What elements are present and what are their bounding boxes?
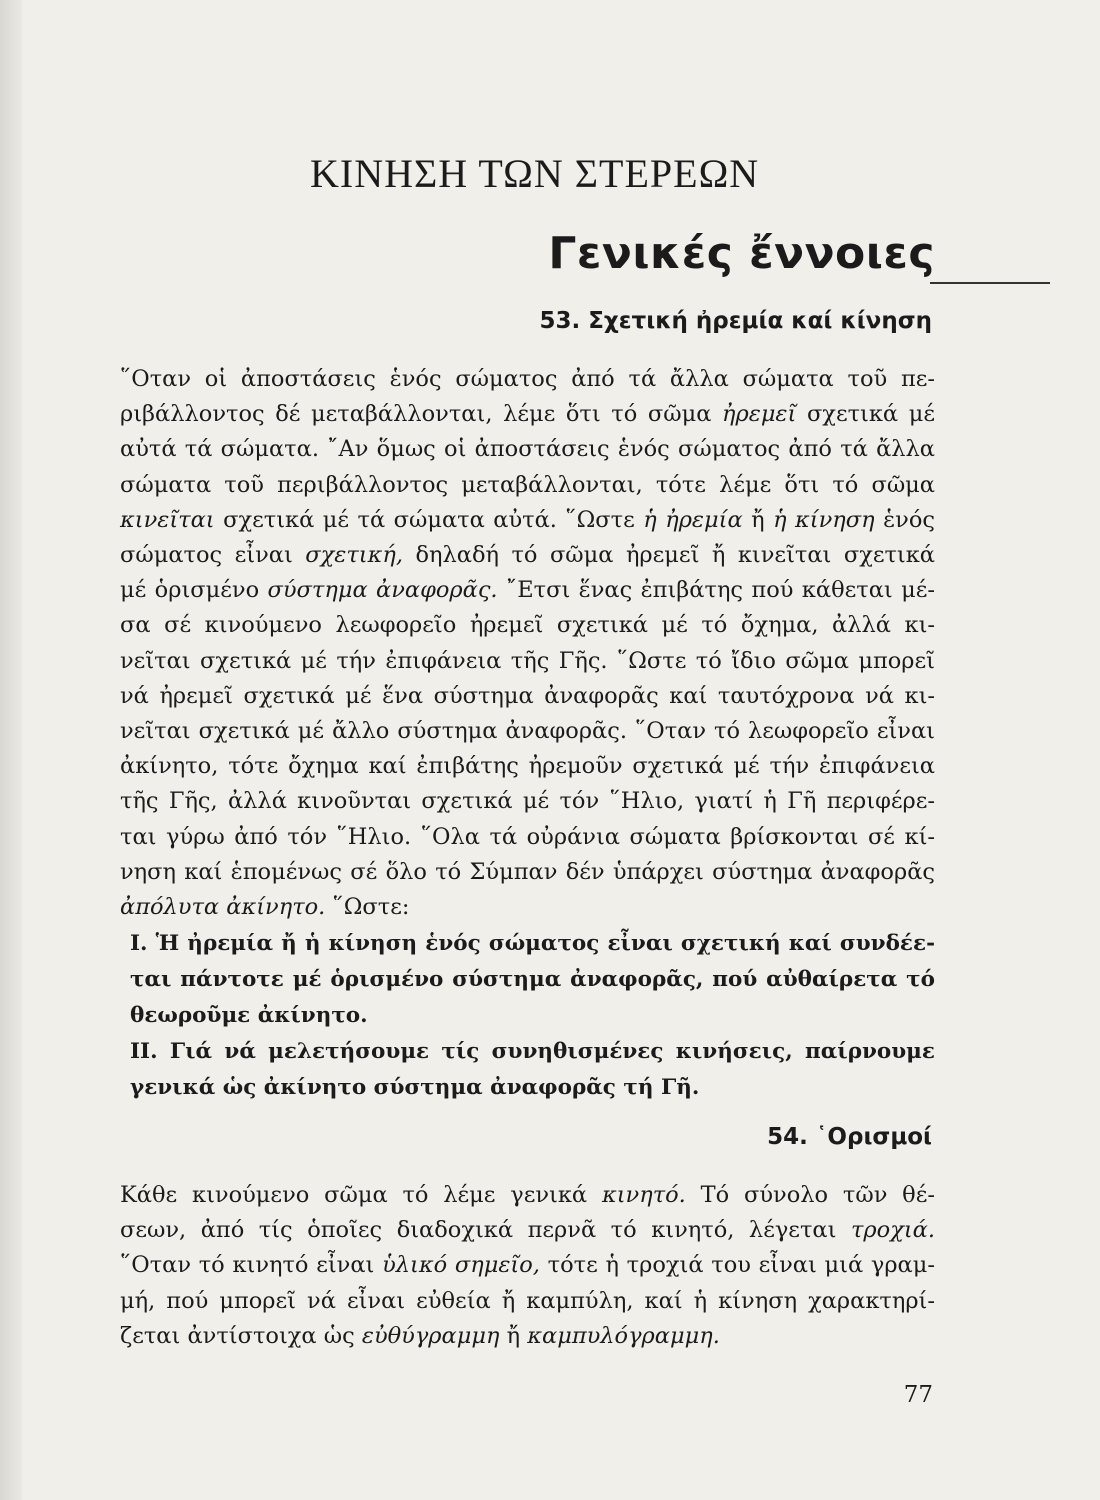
text-line: κινεῖται σχετικά μέ τά σώματα αὐτά. ῞Ωστε ἡ ἠρεμία ἤ ἡ κίνηση ἑνός <box>120 506 936 533</box>
term-italic: ἡ κίνηση <box>773 506 875 533</box>
subsection-heading-54 <box>767 1124 932 1150</box>
paragraph-relative-rest <box>120 362 935 925</box>
rule-line: θεωροῦμε ἀκίνητο. <box>130 1003 368 1028</box>
text-line: ζεται ἀντίστοιχα ὡς εὐθύγραμμη ἤ καμπυλόγραμμη. <box>120 1322 720 1349</box>
chapter-title: ΚΙΝΗΣΗ ΤΩΝ ΣΤΕΡΕΩΝ <box>310 151 760 196</box>
text-line: ἀπόλυτα ἀκίνητο. ῞Ωστε: <box>120 894 410 921</box>
text-line: μή, πού μπορεῖ νά εἶναι εὐθεία ἤ καμπύλη, καί ἡ κίνηση χαρακτηρί- <box>120 1287 935 1314</box>
term-italic: σχετική, <box>305 542 403 569</box>
text-line: ῞Οταν τό κινητό εἶναι ὑλικό σημεῖο, τότε ἡ τροχιά του εἶναι μιά γραμ- <box>120 1252 935 1279</box>
text-line: σώματα τοῦ περιβάλλοντος μεταβάλλονται, τότε λέμε ὅτι τό σῶμα <box>120 471 935 498</box>
term-italic: σύστημα ἀναφορᾶς. <box>267 577 498 604</box>
subsection-number: 54. <box>767 1124 808 1150</box>
text-line: νεῖται σχετικά μέ ἄλλο σύστημα ἀναφορᾶς. ῞Οταν τό λεωφορεῖο εἶναι <box>120 718 935 745</box>
page-number: 77 <box>903 1382 933 1408</box>
text-line: μέ ὁρισμένο σύστημα ἀναφορᾶς. ῎Ετσι ἕνας ἐπιβάτης πού κάθεται μέ- <box>120 577 935 604</box>
term-italic: κινητό. <box>601 1182 686 1208</box>
text-line: Κάθε κινούμενο σῶμα τό λέμε γενικά κινητό. Τό σύνολο τῶν θέ- <box>120 1182 935 1208</box>
term-italic: ὑλικό σημεῖο, <box>382 1252 540 1279</box>
subsection-number: 53. <box>539 308 581 334</box>
term-italic: ἠρεμεῖ <box>722 401 797 428</box>
subsection-title: Σχετική ἠρεμία καί κίνηση <box>588 308 932 334</box>
rule-line: ται πάντοτε μέ ὁρισμένο σύστημα ἀναφορᾶς, πού αὐθαίρετα τό <box>130 967 935 992</box>
paragraph-definitions <box>120 1178 935 1354</box>
term-italic: ἡ ἠρεμία <box>643 506 743 533</box>
text-line: σεων, ἀπό τίς ὁποῖες διαδοχικά περνᾶ τό κινητό, λέγεται τροχιά. <box>120 1217 935 1244</box>
term-italic: εὐθύγραμμη <box>361 1322 500 1349</box>
text-line: νεῖται σχετικά μέ τήν ἐπιφάνεια τῆς Γῆς. ῞Ωστε τό ἴδιο σῶμα μπορεῖ <box>120 647 935 674</box>
page-gutter-shadow <box>0 0 22 1500</box>
text-line: ῞Οταν οἱ ἀποστάσεις ἑνός σώματος ἀπό τά ἄλλα σώματα τοῦ πε- <box>120 366 935 392</box>
rule-line: γενικά ὡς ἀκίνητο σύστημα ἀναφορᾶς τή Γῆ. <box>130 1075 700 1100</box>
subsection-heading-53 <box>539 308 932 334</box>
text-line: ριβάλλοντος δέ μεταβάλλονται, λέμε ὅτι τό σῶμα ἠρεμεῖ σχετικά μέ <box>120 401 936 428</box>
text-line: αὐτά τά σώματα. ῎Αν ὅμως οἱ ἀποστάσεις ἑνός σώματος ἀπό τά ἄλλα <box>120 436 935 463</box>
text-line: σα σέ κινούμενο λεωφορεῖο ἠρεμεῖ σχετικά μέ τό ὄχημα, ἀλλά κι- <box>120 612 935 639</box>
term-italic: τροχιά. <box>850 1217 935 1244</box>
conclusion-rules <box>130 926 935 1106</box>
rule-line: Ι. Ἡ ἠρεμία ἤ ἡ κίνηση ἑνός σώματος εἶναι σχετική καί συνδέε- <box>130 931 935 956</box>
title-rule <box>930 282 1050 284</box>
rule-line: ΙΙ. Γιά νά μελετήσουμε τίς συνηθισμένες κινήσεις, παίρνουμε <box>130 1039 935 1064</box>
text-line: νηση καί ἑπομένως σέ ὅλο τό Σύμπαν δέν ὑπάρχει σύστημα ἀναφορᾶς <box>120 858 935 885</box>
text-line: ἀκίνητο, τότε ὄχημα καί ἐπιβάτης ἠρεμοῦν σχετικά μέ τήν ἐπιφάνεια <box>120 753 935 780</box>
text-line: νά ἠρεμεῖ σχετικά μέ ἕνα σύστημα ἀναφορᾶς καί ταυτόχρονα νά κι- <box>120 682 935 709</box>
text-line: ται γύρω ἀπό τόν ῞Ηλιο. ῞Ολα τά οὐράνια σώματα βρίσκονται σέ κί- <box>120 823 935 850</box>
subsection-title: ῾Ορισμοί <box>815 1124 932 1150</box>
section-title: Γενικές ἔννοιες <box>548 228 935 279</box>
term-italic: καμπυλόγραμμη. <box>527 1322 720 1349</box>
term-italic: κινεῖται <box>120 506 215 533</box>
text-line: τῆς Γῆς, ἀλλά κινοῦνται σχετικά μέ τόν ῞Ηλιο, γιατί ἡ Γῆ περιφέρε- <box>120 788 935 815</box>
term-italic: ἀπόλυτα ἀκίνητο. <box>120 894 326 921</box>
text-line: σώματος εἶναι σχετική, δηλαδή τό σῶμα ἠρεμεῖ ἤ κινεῖται σχετικά <box>120 542 936 569</box>
